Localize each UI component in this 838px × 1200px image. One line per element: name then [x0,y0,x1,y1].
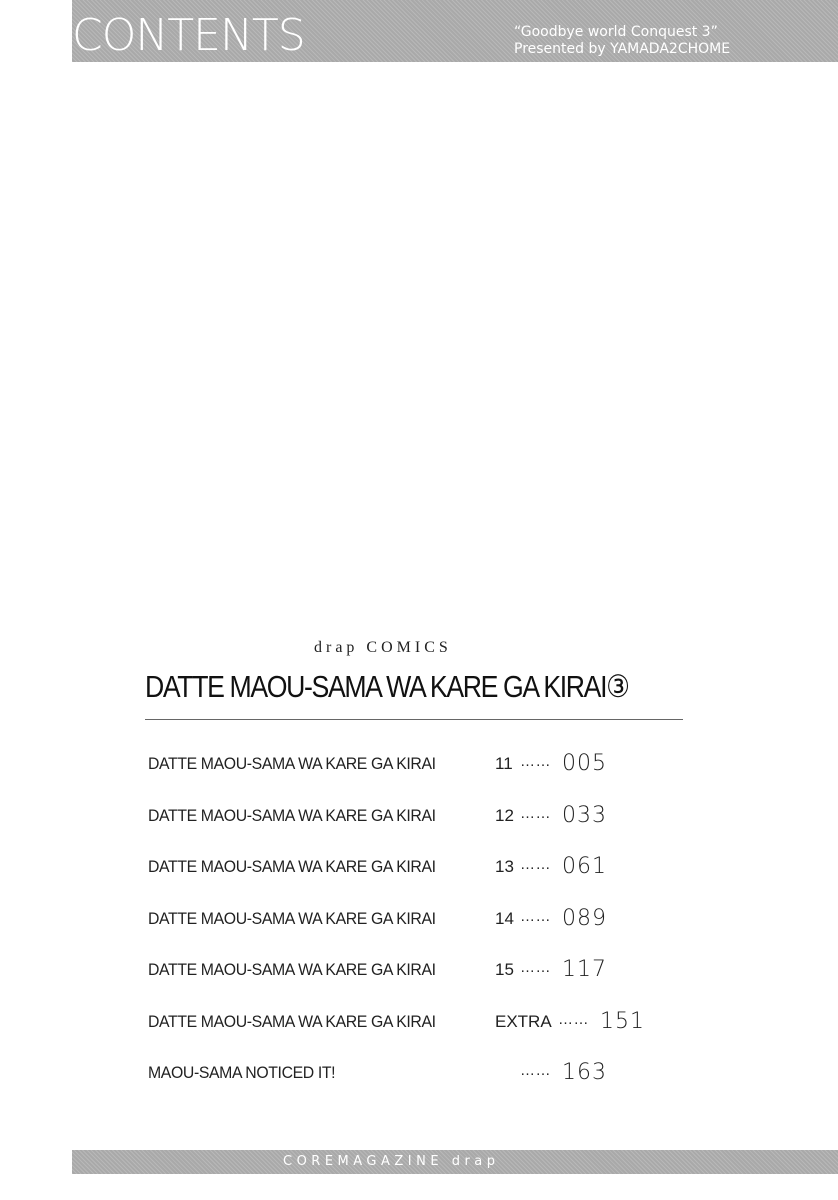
toc-leader-dots: …… [520,959,551,976]
header-subtitle-line-1: “Goodbye world Conquest 3” [514,24,718,40]
header-subtitle [514,24,730,58]
title-divider [145,719,683,720]
toc-entry [148,751,668,806]
toc-entry [148,905,668,961]
toc-leader-dots: …… [520,804,551,822]
toc-entry-title: DATTE MAOU-SAMA WA KARE GA KIRAI [148,1011,436,1031]
toc-entry-page: 005 [562,751,607,776]
toc-entry-number: 11 [495,754,513,773]
toc-leader-dots: …… [520,907,551,925]
toc-entry-page: 033 [562,802,607,828]
toc-entry-page: 163 [562,1060,607,1085]
toc-entry-title: DATTE MAOU-SAMA WA KARE GA KIRAI [148,805,436,825]
toc-entry-number: 12 [495,805,514,825]
toc-entry-page: 089 [562,905,607,931]
toc-entry [148,957,668,1012]
toc-entry-number: EXTRA [495,1011,552,1031]
footer-publisher: COREMAGAZINE drap [283,1154,500,1169]
toc-entry-title: DATTE MAOU-SAMA WA KARE GA KIRAI [148,857,436,876]
toc-entry [148,1008,668,1064]
toc-entry-title: DATTE MAOU-SAMA WA KARE GA KIRAI [148,908,436,928]
toc-leader-dots: …… [520,856,551,873]
toc-entry [148,854,668,909]
header-subtitle-line-2: Presented by YAMADA2CHOME [514,41,731,57]
toc-entry [148,802,668,858]
toc-entry-page: 151 [600,1008,645,1034]
toc-entry-number: 14 [495,908,514,928]
toc-list [148,751,668,1115]
toc-entry-title: DATTE MAOU-SAMA WA KARE GA KIRAI [148,960,436,979]
toc-leader-dots: …… [520,1062,551,1079]
toc-entry-number: 15 [495,960,514,979]
toc-entry-title: DATTE MAOU-SAMA WA KARE GA KIRAI [148,754,436,773]
toc-leader-dots: …… [520,753,551,770]
toc-entry-page: 117 [562,957,607,982]
contents-heading: CONTENTS [72,10,305,61]
toc-entry-title: MAOU-SAMA NOTICED IT! [148,1063,336,1082]
toc-leader-dots: …… [558,1010,589,1028]
toc-entry-page: 061 [562,854,607,879]
publisher-line: drap COMICS [314,639,452,656]
book-title: DATTE MAOU-SAMA WA KARE GA KIRAI③ [145,669,629,704]
toc-entry-number: 13 [495,857,514,876]
toc-entry [148,1060,668,1115]
